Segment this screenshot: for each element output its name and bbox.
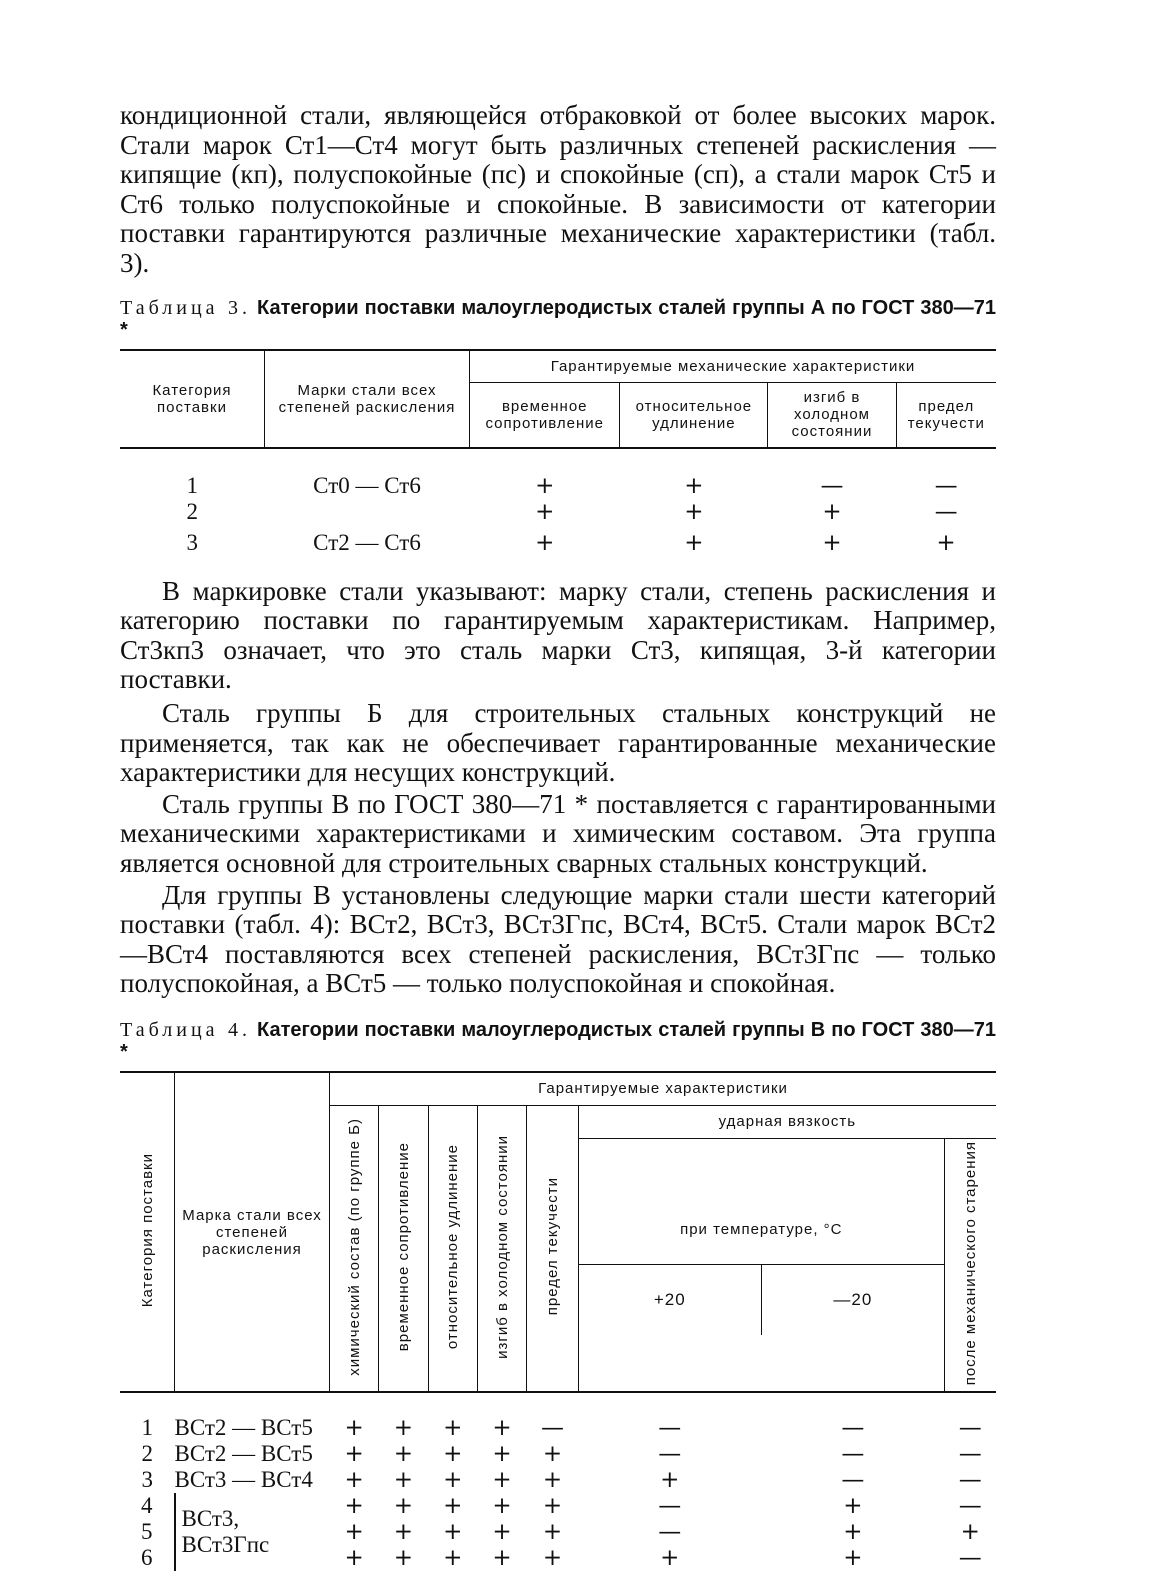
table4-caption [120, 1019, 996, 1063]
t4-header-chem: химический состав (по группе Б) [330, 1105, 379, 1392]
t4-cell: + [344, 1441, 364, 1468]
t4-cell: + [344, 1467, 364, 1494]
t4-cell: + [393, 1519, 414, 1546]
t4-cell: — [540, 1415, 564, 1442]
t4-cell: + [542, 1519, 563, 1546]
t4-cell: + [344, 1493, 364, 1520]
t4-grade: ВСт2 — ВСт5 [174, 1441, 313, 1467]
t4-cell: + [542, 1493, 563, 1520]
t3-grade [265, 499, 470, 525]
t4-cell: + [542, 1467, 563, 1494]
page [120, 0, 996, 1571]
t3-cat: 2 [186, 498, 198, 524]
t4-cat: 2 [141, 1441, 153, 1467]
t4-row [120, 1493, 996, 1519]
t4-header-category: Категория поставки [120, 1072, 175, 1392]
t3-grade: Ст0 — Ст6 [313, 472, 421, 498]
t4-cell: — [658, 1519, 682, 1546]
t3-cell: + [822, 529, 842, 556]
t4-cell: — [841, 1415, 865, 1442]
t4-cat: 5 [141, 1519, 153, 1545]
t4-cell: + [443, 1467, 463, 1494]
t4-cell: + [843, 1519, 863, 1546]
t4-cell: + [443, 1415, 463, 1442]
t4-cell: — [658, 1441, 682, 1468]
t4-grade: ВСт2 — ВСт5 [174, 1415, 313, 1441]
t4-cell: + [344, 1415, 364, 1442]
t3-header-category: Категория поставки [120, 350, 265, 448]
t3-cell: + [684, 498, 704, 525]
table-4 [120, 1071, 996, 1571]
t3-row [120, 525, 996, 561]
table-3 [120, 349, 996, 561]
table3-title: Категории поставки малоуглеродистых сталей группы А по ГОСТ 380—71 * [120, 296, 996, 341]
t4-header-temperature: при температуре, °С +20 —20 [578, 1138, 944, 1392]
t4-cell: + [492, 1545, 512, 1572]
t3-header-tensile: временное сопротивление [470, 382, 620, 448]
paragraph-4: Сталь группы В по ГОСТ 380—71 * поставляется с гарантированными механическими характеристиками и химическим составом. Эта группа является основной для строительных сварных стальных конструкций. [120, 788, 996, 878]
t4-cell: — [958, 1467, 982, 1494]
t4-cell: + [492, 1493, 512, 1520]
t3-cat: 3 [186, 529, 198, 555]
t4-cell: + [393, 1493, 414, 1520]
paragraph-5: Для группы В установлены следующие марки стали шести категорий поставки (табл. 4): ВСт2, ВСт3, ВСт3Гпс, ВСт4, ВСт5. Стали марок ВСт2—ВСт4 поставляются всех степеней раскисления, ВСт3Гпс — только полуспокойная, а ВСт5 — только полуспокойная и спокойная. [120, 879, 996, 999]
paragraph-2: В маркировке стали указывают: марку стали, степень раскисления и категорию поставки по гарантируемым характеристикам. Например, Ст3кп3 означает, что это сталь марки Ст3, кипящая, 3-й категории поставки. [120, 575, 996, 695]
t3-cell: + [822, 498, 842, 525]
t4-cell: + [660, 1545, 680, 1572]
t4-cell: + [344, 1519, 364, 1546]
t4-cell: + [492, 1415, 512, 1442]
t4-cell: — [958, 1415, 982, 1442]
t3-row [120, 473, 996, 499]
t4-cell: — [658, 1415, 682, 1442]
t3-row [120, 499, 996, 525]
t3-cell: + [684, 472, 704, 499]
t4-cell: + [492, 1467, 512, 1494]
t4-cat: 3 [141, 1467, 153, 1493]
t4-header-grade: Марка стали всех степеней раскисления [175, 1072, 330, 1392]
t3-header-yield: предел текучести [896, 382, 996, 448]
t3-cell: + [535, 472, 555, 499]
t4-cell: + [393, 1415, 414, 1442]
t3-cell: — [934, 498, 958, 525]
t4-row [120, 1467, 996, 1493]
t4-cell: + [393, 1467, 414, 1494]
t4-cell: + [843, 1545, 863, 1572]
t4-header-guaranteed: Гарантируемые характеристики [330, 1072, 997, 1106]
table3-caption [120, 297, 996, 341]
table4-title: Категории поставки малоуглеродистых сталей группы В по ГОСТ 380—71 * [120, 1018, 996, 1063]
t4-cell: — [958, 1545, 982, 1572]
paragraph-3: Сталь группы Б для строительных стальных конструкций не применяется, так как не обеспечивает гарантированные механические характеристики для несущих конструкций. [120, 697, 996, 788]
t3-header-grades: Марки стали всех степеней раскисления [265, 350, 470, 448]
t3-cell: — [820, 472, 844, 499]
t3-cell: + [936, 529, 956, 556]
t4-cell: + [393, 1441, 414, 1468]
t4-row [120, 1441, 996, 1467]
t3-header-elongation: относительное удлинение [620, 382, 768, 448]
t4-cell: + [542, 1545, 563, 1572]
t4-grade: ВСт3, ВСт3Гпс [175, 1493, 330, 1571]
t4-cell: + [443, 1519, 463, 1546]
t3-cell: + [684, 529, 704, 556]
t4-row [120, 1415, 996, 1441]
t3-cell: + [535, 498, 555, 525]
t4-cell: + [660, 1467, 680, 1494]
t4-cell: — [841, 1467, 865, 1494]
table3-label: Таблица 3. [120, 296, 251, 319]
t4-cell: — [658, 1493, 682, 1520]
t4-grade: ВСт3 — ВСт4 [174, 1467, 313, 1493]
t4-cell: — [841, 1441, 865, 1468]
t3-cat: 1 [186, 472, 198, 498]
t3-grade: Ст2 — Ст6 [313, 529, 421, 555]
t4-cell: + [492, 1519, 512, 1546]
t4-cell: + [492, 1441, 512, 1468]
t4-cell: + [443, 1441, 463, 1468]
table4-label: Таблица 4. [120, 1018, 251, 1041]
t4-header-aging: после механического старения [944, 1138, 996, 1392]
t4-cell: + [393, 1545, 414, 1572]
t4-header-impact: ударная вязкость [578, 1105, 996, 1138]
t4-header-bend: изгиб в холодном состоянии [477, 1105, 526, 1392]
t4-cell: — [958, 1493, 982, 1520]
t4-cell: + [344, 1545, 364, 1572]
t4-cell: + [843, 1493, 863, 1520]
t4-header-minus20: —20 [833, 1290, 873, 1310]
paragraph-1: кондиционной стали, являющейся отбраковкой от более высоких марок. Стали марок Ст1—Ст4 могут быть различных степеней раскисления — кипящие (кп), полуспокойные (пс) и спокойные (сп), а стали марок Ст5 и Ст6 только полуспокойные и спокойные. В зависимости от категории поставки гарантируются различные механические характеристики (табл. 3). [120, 100, 996, 278]
t3-header-guaranteed: Гарантируемые механические характеристики [470, 350, 997, 382]
t4-header-plus20: +20 [579, 1265, 762, 1335]
t4-cell: + [542, 1441, 563, 1468]
t4-cell: — [958, 1441, 982, 1468]
t4-cell: + [960, 1519, 980, 1546]
t3-cell: — [934, 472, 958, 499]
t4-header-yield: предел текучести [527, 1105, 579, 1392]
t4-cat: 6 [141, 1545, 153, 1571]
t4-cat: 4 [141, 1493, 153, 1519]
t4-cell: + [443, 1493, 463, 1520]
t3-cell: + [535, 529, 555, 556]
t4-header-elongation: относительное удлинение [428, 1105, 477, 1392]
t4-header-tensile: временное сопротивление [379, 1105, 428, 1392]
t4-cat: 1 [141, 1415, 153, 1441]
t4-cell: + [443, 1545, 463, 1572]
t3-header-bend: изгиб в холодном состоянии [768, 382, 896, 448]
